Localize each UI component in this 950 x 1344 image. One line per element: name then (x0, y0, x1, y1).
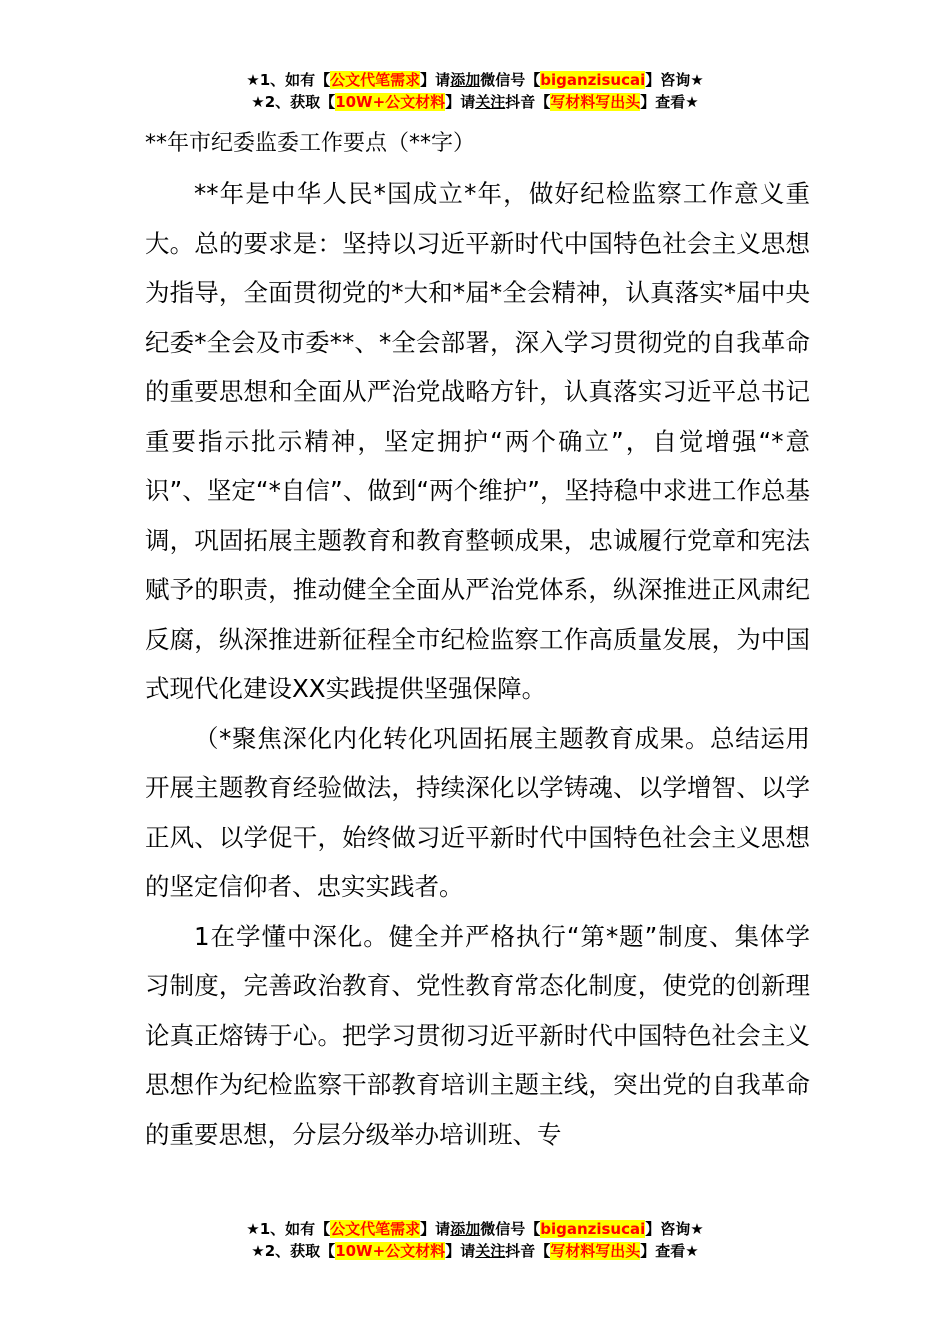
promo-banner-top (0, 69, 950, 113)
promo-line-1: ★1、如有【公文代笔需求】请添加微信号【biganzisucai】咨询★ (246, 1220, 704, 1238)
highlight-materials: 10W+公文材料 (335, 1242, 446, 1260)
highlight-wechat-id: biganzisucai (540, 71, 646, 89)
highlight-writing-service: 公文代笔需求 (330, 71, 421, 89)
paragraph-section-1: （*聚焦深化内化转化巩固拓展主题教育成果。总结运用开展主题教育经验做法，持续深化以学铸魂、以学增智、以学正风、以学促干，始终做习近平新时代中国特色社会主义思想的坚定信仰者、忠实实践者。 (145, 723, 810, 901)
promo-line-1: ★1、如有【公文代笔需求】请添加微信号【biganzisucai】咨询★ (246, 71, 704, 89)
highlight-writing-service: 公文代笔需求 (330, 1220, 421, 1238)
promo-line-2: ★2、获取【10W+公文材料】请关注抖音【写材料写出头】查看★ (251, 1242, 699, 1260)
highlight-materials: 10W+公文材料 (335, 93, 446, 111)
highlight-wechat-id: biganzisucai (540, 1220, 646, 1238)
paragraph-item-1: 1在学懂中深化。健全并严格执行“第*题”制度、集体学习制度，完善政治教育、党性教育常态化制度，使党的创新理论真正熔铸于心。把学习贯彻习近平新时代中国特色社会主义思想作为纪检监察干部教育培训主题主线，突出党的自我革命的重要思想，分层分级举办培训班、专 (145, 921, 810, 1149)
promo-line-2: ★2、获取【10W+公文材料】请关注抖音【写材料写出头】查看★ (251, 93, 699, 111)
highlight-douyin-account: 写材料写出头 (550, 93, 641, 111)
promo-banner-bottom (0, 1218, 950, 1262)
paragraph-intro: **年是中华人民*国成立*年，做好纪检监察工作意义重大。总的要求是：坚持以习近平新时代中国特色社会主义思想为指导，全面贯彻党的*大和*届*全会精神，认真落实*届中央纪委*全会及市委**、*全会部署，深入学习贯彻党的自我革命的重要思想和全面从严治党战略方针，认真落实习近平总书记重要指示批示精神，坚定拥护“两个确立”，自觉增强“*意识”、坚定“*自信”、做到“两个维护”，坚持稳中求进工作总基调，巩固拓展主题教育和教育整顿成果，忠诚履行党章和宪法赋予的职责，推动健全全面从严治党体系，纵深推进正风肃纪反腐，纵深推进新征程全市纪检监察工作高质量发展，为中国式现代化建设XX实践提供坚强保障。 (145, 179, 810, 703)
document-body (145, 124, 810, 1159)
highlight-douyin-account: 写材料写出头 (550, 1242, 641, 1260)
document-title: **年市纪委监委工作要点（**字） (145, 131, 476, 156)
